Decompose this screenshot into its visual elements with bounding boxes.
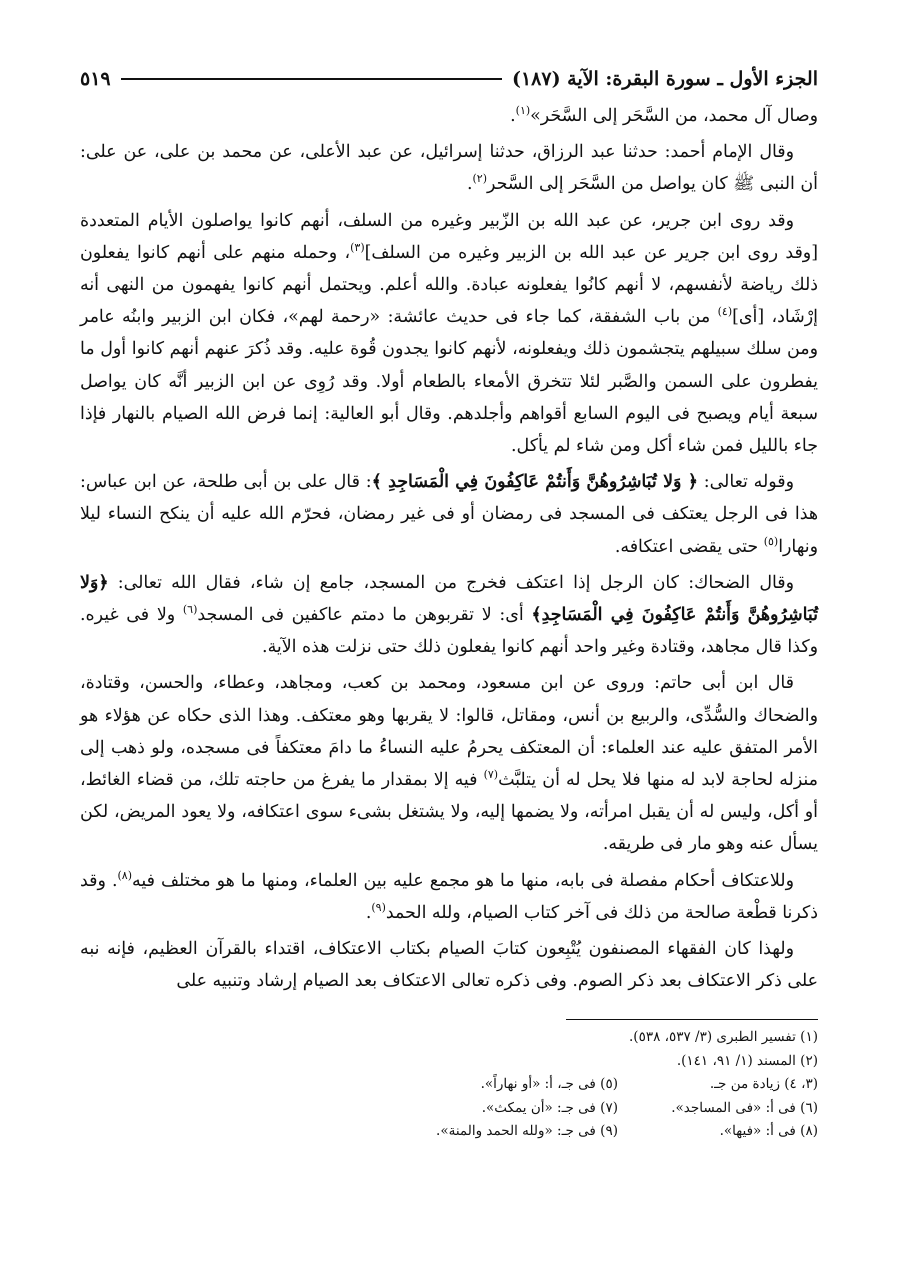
footnote-row [80,1097,818,1121]
footnote-8: (٨) فى أ: «فيها». [719,1123,818,1140]
text-run: ، وحمله منهم على أنهم كانوا يفعلون ذلك رياضة لأنفسهم، لا أنهم كانُوا يفعلونه عبادة. والله أعلم. ويحتمل أنهم كانوا يفهمون من النهى أنه إرْشَاد، [أى] [80,242,818,328]
footnote-9: (٩) فى جـ: «ولله الحمد والمنة». [436,1123,618,1140]
footnote-7: (٧) فى جـ: «أن يمكث». [481,1099,618,1116]
footnote-ref: (٩) [371,901,386,915]
text-run: : قال على بن أبى طلحة، عن ابن عباس: هذا فى الرجل يعتكف فى المسجد فى رمضان أو فى غير رمضان، فحرّم الله عليه أن ينكح النساء ليلا ونهارا [80,472,818,557]
footnote-ref: (١) [515,104,531,118]
footnotes [80,1026,818,1144]
footnote-ref: (٧) [483,768,499,782]
text-run: وقال الضحاك: كان الرجل إذا اعتكف فخرج من المسجد، جامع إن شاء، فقال الله تعالى: [108,572,794,593]
footnote-5: (٥) فى جـ، أ: «أو نهاراً». [480,1076,618,1093]
text-run: فيه إلا بمقدار ما يفرغ من حاجته تلك، من قضاء الغائط، أو أكل، وليس له أن يقبل امرأته، ولا يضمها إليه، ولا يشتغل بشىء سوى اعتكافه، ولا يعود المريض، لكن يسأل عنه وهو مار فى طريقه. [80,770,818,855]
footnote-row [80,1050,818,1074]
paragraph [80,466,818,563]
header-title: الجزء الأول ـ سورة البقرة: الآية (١٨٧) [511,68,818,90]
paragraph [80,667,818,860]
footnote-1: (١) تفسير الطبرى (٣/ ٥٣٧، ٥٣٨). [629,1029,818,1046]
quran-verse: ﴿ وَلا تُبَاشِرُوهُنَّ وَأَنتُمْ عَاكِفُونَ فِي الْمَسَاجِدِ ﴾ [371,472,698,493]
header-rule [121,78,502,80]
text-run: من باب الشفقة، كما جاء فى حديث عائشة: «رحمة لهم»، فكان ابن الزبير وابنُه عامر ومن سلك سبيلهم يتجشمون ذلك ويفعلونه، لأنهم كانوا يجدون قُوة عليه. وقد ذُكرَ عنهم أنهم كانوا أول ما يفطرون على السمن والصَّبر لئلا تتخرق الأمعاء بالطعام أولا. وقد رُوِى عن ابن الزبير أنَّه كان يواصل سبعة أيام ويصبح فى اليوم السابع أقواهم وأجلدهم. وقال أبو العالية: إنما فرض الله الصيام بالنهار فإذا جاء بالليل فمن شاء أكل ومن شاء لم يأكل. [80,307,818,457]
text-run: حتى يقضى اعتكافه. [614,536,764,557]
footnote-ref: (٤) [717,305,733,319]
text-run: . [510,106,516,126]
text-run: وللاعتكاف أحكام مفصلة فى بابه، منها ما هو مجمع عليه بين العلماء، ومنها ما هو مختلف فيه [132,870,794,891]
footnote-2: (٢) المسند (١/ ٩١، ١٤١). [676,1052,818,1069]
text-run: ولهذا كان الفقهاء المصنفون يُتْبِعون كتابَ الصيام بكتاب الاعتكاف، اقتداء بالقرآن العظيم، فإنه نبه على ذكر الاعتكاف بعد ذكر الصوم. وفى ذكره تعالى الاعتكاف بعد الصيام إرشاد وتنبيه على [80,939,818,992]
footnote-3-4: (٣، ٤) زيادة من جـ. [709,1076,818,1093]
footnote-row [80,1120,818,1144]
text-run: قال ابن أبى حاتم: وروى عن ابن مسعود، ومحمد بن كعب، ومجاهد، وعطاء، والحسن، وقتادة، والضحاك والسُّدِّى، والربيع بن أنس، ومقاتل، قالوا: لا يقربها وهو معتكف. وهذا الذى حكاه عن هؤلاء هو الأمر المتفق عليه عند العلماء: أن المعتكف يحرمُ عليه النساءُ ما دامَ معتكفاً فى مسجده، ولو ذهب إلى منزله لحاجة لابد له منها فلا يحل له أن يتلبَّث [80,673,818,791]
paragraph [80,865,818,929]
text-run: أى: لا تقربوهن ما دمتم عاكفين فى المسجد [197,605,532,626]
page [80,62,818,1144]
text-run: وقوله تعالى: [697,472,794,493]
body-text [80,100,818,997]
paragraph [80,567,818,664]
footnote-ref: (٥) [763,534,779,548]
footnote-ref: (٨) [117,868,132,882]
text-run: وقال الإمام أحمد: حدثنا عبد الرزاق، حدثنا إسرائيل، عن عبد الأعلى، عن محمد بن على، عن على: أن النبى ﷺ كان يواصل من السَّحَر إلى السَّحر [80,142,818,195]
text-run: . وقد ذكرنا قطْعة صالحة من ذلك فى آخر كتاب الصيام، ولله الحمد [80,870,818,923]
paragraph [80,205,818,463]
footnote-row [80,1026,818,1050]
paragraph [80,933,818,997]
quran-verse: ﴿وَلا تُبَاشِرُوهُنَّ وَأَنتُمْ عَاكِفُونَ فِي الْمَسَاجِدِ﴾ [80,572,818,626]
text-run: . [365,902,372,923]
paragraph [80,100,818,132]
footnote-ref: (٢) [472,172,487,186]
text-run: وقد روى ابن جرير، عن عبد الله بن الزّبير وغيره من السلف، أنهم كانوا يواصلون الأيام المتعددة [وقد روى ابن جرير عن عبد الله بن الزبير وغيره من السلف] [80,210,818,263]
footnote-ref: (٦) [182,603,198,617]
footnote-6: (٦) فى أ: «فى المساجد». [671,1099,818,1116]
text-run: وصال آل محمد، من السَّحَر إلى السَّحَر» [530,106,818,126]
text-run: ولا فى غيره. وكذا قال مجاهد، وقتادة وغير واحد أنهم كانوا يفعلون ذلك حتى نزلت هذه الآية. [80,605,818,658]
text-run: . [466,174,473,195]
running-header [80,62,818,96]
footnote-separator [566,1019,818,1020]
page-number: ٥١٩ [80,68,111,90]
footnote-row [80,1073,818,1097]
footnote-ref: (٣) [350,241,365,255]
paragraph [80,136,818,200]
